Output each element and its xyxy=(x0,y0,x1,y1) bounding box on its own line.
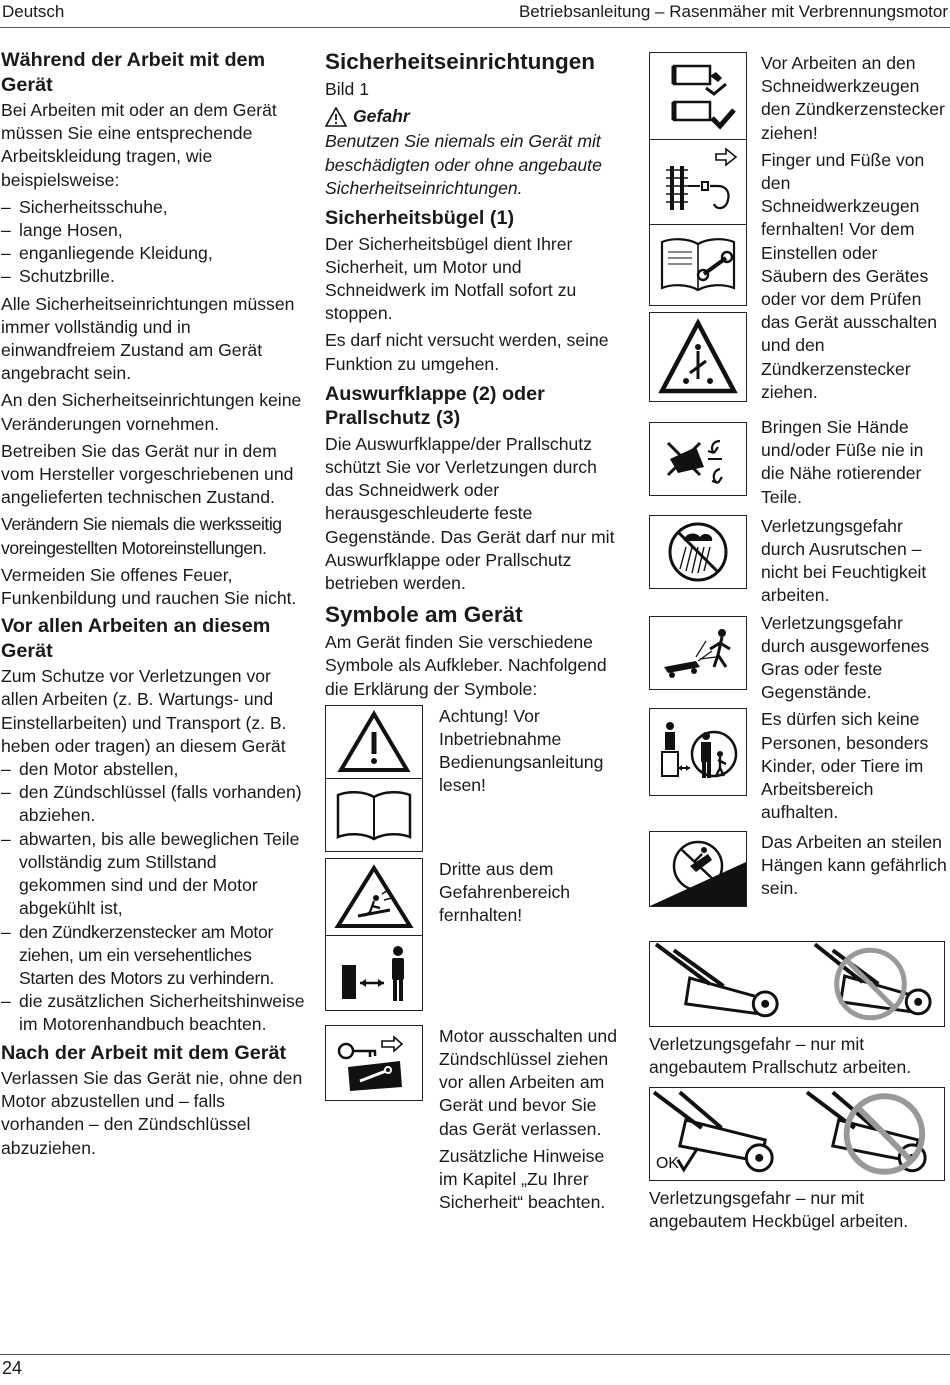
header-rule xyxy=(0,27,950,28)
list-item: – enganliegende Kleidung, xyxy=(1,242,306,265)
page-number: 24 xyxy=(2,1358,23,1378)
paragraph-safety-bar-2: Es darf nicht versucht werden, seine Funktion zu umgehen. xyxy=(325,330,609,374)
steep-slope-icon xyxy=(649,831,747,907)
caption-rear-bar: Verletzungsgefahr – nur mit angebautem Heckbügel arbeiten. xyxy=(649,1187,909,1232)
paragraph-operate-condition: Betreiben Sie das Gerät nur in dem vom Hersteller vorgeschriebenen und angelieferten technischen Zustand. xyxy=(1,440,294,508)
rain-prohibited-icon xyxy=(649,515,747,589)
symbol-rotating-text: Bringen Sie Hände und/oder Füße nie in die Nähe rotierender Teile. xyxy=(761,417,924,507)
blade-warning-icon xyxy=(649,312,747,402)
paragraph-no-changes: An den Sicherheitseinrichtungen keine Veränderungen vornehmen. xyxy=(1,390,302,434)
heading-before-work: Vor allen Arbeiten an diesem Gerät xyxy=(1,615,271,662)
list-item: – den Motor abstellen, xyxy=(1,758,306,781)
no-persons-icon xyxy=(649,708,747,796)
paragraph-after-work: Verlassen Sie das Gerät nie, ohne den Motor abzustellen und – falls vorhanden – den Zündschlüssel abzuziehen. xyxy=(1,1068,303,1158)
list-item: – lange Hosen, xyxy=(1,219,306,242)
danger-label-text: Gefahr xyxy=(353,106,410,127)
column-middle xyxy=(325,48,625,1222)
symbol-third-parties-text: Dritte aus dem Gefahrenbereich fernhalten! xyxy=(439,858,571,926)
list-item: – Sicherheitsschuhe, xyxy=(1,196,306,219)
before-work-list xyxy=(1,758,306,1036)
symbol-plug-fingers-row xyxy=(649,52,947,408)
heading-after-work: Nach der Arbeit mit dem Gerät xyxy=(1,1041,287,1064)
warning-triangle-icon xyxy=(325,107,347,127)
paragraph-safety-devices: Alle Sicherheitseinrichtungen müssen immer vollständig und in einwandfreiem Zustand am Gerät angebracht sein. xyxy=(1,293,295,384)
list-item: – abwarten, bis alle beweglichen Teile vollständig zum Stillstand gekommen sind und der Motor abgekühlt ist, xyxy=(1,828,306,921)
rotating-parts-icon xyxy=(649,422,747,496)
header-title: Betriebsanleitung – Rasenmäher mit Verbrennungsmotor xyxy=(518,2,948,21)
symbol-thrown-text: Verletzungsgefahr durch ausgeworfenes Gras oder feste Gegenstände. xyxy=(761,612,930,703)
manual-wrench-icon xyxy=(649,225,747,306)
manual-book-icon xyxy=(325,779,423,852)
symbol-third-parties-row xyxy=(325,858,625,1011)
column-left xyxy=(1,48,306,1164)
list-item: – die zusätzlichen Sicherheitshinweise im Motorenhandbuch beachten. xyxy=(1,990,306,1036)
symbol-engine-off-row xyxy=(325,1025,625,1219)
paragraph-clothing: Bei Arbeiten mit oder an dem Gerät müssen Sie eine entsprechende Arbeitskleidung tragen, wie beispielsweise: xyxy=(1,100,277,190)
clothing-list xyxy=(1,196,306,289)
spark-plug-disconnect-icon xyxy=(649,140,747,225)
paragraph-engine-settings: Verändern Sie niemals die werksseitig voreingestellten Motoreinstellungen. xyxy=(1,514,282,558)
list-item: – den Zündkerzenstecker am Motor ziehen, um ein versehentliches Starten des Motors zu verhindern. xyxy=(1,921,306,991)
heading-safety-devices: Sicherheitseinrichtungen xyxy=(325,49,596,74)
column-right xyxy=(649,52,947,1237)
paragraph-fire: Vermeiden Sie offenes Feuer, Funkenbildung und rauchen Sie nicht. xyxy=(1,564,297,609)
symbol-rotating-row xyxy=(649,416,947,509)
footer-rule xyxy=(0,1354,950,1355)
symbol-read-manual-text: Achtung! Vor Inbetriebnahme Bedienungsanleitung lesen! xyxy=(439,705,604,796)
thrown-objects-icon xyxy=(649,616,747,690)
ejection-warning-icon xyxy=(325,858,423,936)
symbol-plug-fingers-group xyxy=(761,52,947,408)
symbol-engine-off-group xyxy=(439,1025,625,1219)
symbol-engine-off-text: Motor ausschalten und Zündschlüssel ziehen vor allen Arbeiten am Gerät und bevor Sie das Gerät verlassen. xyxy=(439,1025,617,1139)
symbol-slip-text: Verletzungsgefahr durch Ausrutschen – nicht bei Feuchtigkeit arbeiten. xyxy=(761,515,927,606)
key-service-icon xyxy=(325,1025,423,1101)
illustration-rear-bar xyxy=(649,1087,947,1181)
danger-text: Benutzen Sie niemals ein Gerät mit beschädigten oder ohne angebaute Sicherheitseinrichtungen. xyxy=(325,131,602,198)
paragraph-symbols: Am Gerät finden Sie verschiedene Symbole als Aufkleber. Nachfolgend die Erklärung der Symbole: xyxy=(325,632,607,699)
symbol-thrown-row xyxy=(649,612,947,705)
symbol-extra-notes-text: Zusätzliche Hinweise im Kapitel „Zu Ihrer Sicherheit“ beachten. xyxy=(439,1145,606,1213)
symbol-persons-text: Es dürfen sich keine Personen, besonders Kinder, oder Tiere im Arbeitsbereich aufhalten. xyxy=(761,709,929,823)
symbol-slope-row xyxy=(649,831,947,907)
symbol-read-manual-row xyxy=(325,705,625,852)
ok-label: OK xyxy=(655,1154,679,1172)
danger-label xyxy=(325,105,625,128)
list-item: – Schutzbrille. xyxy=(1,265,306,288)
symbol-spark-plug-text: Vor Arbeiten an den Schneidwerkzeugen den Zündkerzenstecker ziehen! xyxy=(761,53,945,143)
symbol-slip-row xyxy=(649,515,947,608)
keep-distance-icon xyxy=(325,936,423,1011)
list-item: – den Zündschlüssel (falls vorhanden) abziehen. xyxy=(1,781,306,827)
figure-reference: Bild 1 xyxy=(325,79,370,99)
symbol-persons-row xyxy=(649,708,947,824)
heading-safety-bar: Sicherheitsbügel (1) xyxy=(325,207,515,230)
paragraph-discharge-flap: Die Auswurfklappe/der Prallschutz schützt Sie vor Verletzungen durch das Schneidwerk oder herausgeschleuderte feste Gegenstände. Das Gerät darf nur mit Auswurfklappe oder Prallschutz betrieben werden. xyxy=(325,433,615,593)
warning-triangle-icon xyxy=(325,705,423,779)
spark-plug-remove-icon xyxy=(649,52,747,140)
heading-symbols: Symbole am Gerät xyxy=(325,602,523,628)
paragraph-safety-bar-1: Der Sicherheitsbügel dient Ihrer Sicherheit, um Motor und Schneidwerk im Notfall sofort zu stoppen. xyxy=(325,233,577,324)
heading-during-work: Während der Arbeit mit dem Gerät xyxy=(1,49,266,96)
illustration-guard xyxy=(649,941,947,1027)
symbol-fingers-feet-text: Finger und Füße von den Schneidwerkzeugen fernhalten! Vor dem Einstellen oder Säubern des Gerätes oder vor dem Prüfen das Gerät ausschalten und den Zündkerzenstecker ziehen. xyxy=(761,149,938,402)
header-language: Deutsch xyxy=(2,2,65,21)
paragraph-before-work: Zum Schutze vor Verletzungen vor allen Arbeiten (z. B. Wartungs- und Einstellarbeiten) und Transport (z. B. heben oder tragen) an diesem Gerät xyxy=(1,666,287,756)
symbol-slope-text: Das Arbeiten an steilen Hängen kann gefährlich sein. xyxy=(761,831,947,898)
caption-guard: Verletzungsgefahr – nur mit angebautem Prallschutz arbeiten. xyxy=(649,1033,912,1077)
heading-discharge-flap: Auswurfklappe (2) oder Prallschutz (3) xyxy=(325,382,545,430)
